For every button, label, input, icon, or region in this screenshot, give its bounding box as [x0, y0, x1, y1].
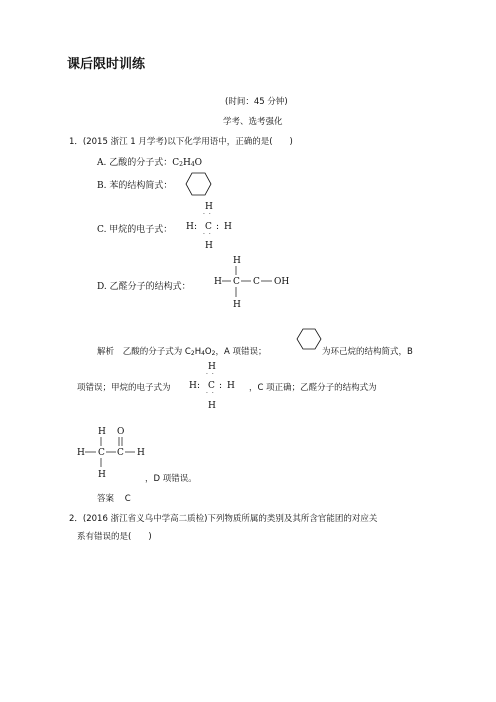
question-stem: (2015 浙江 1 月学考)以下化学用语中，正确的是( )	[82, 137, 293, 147]
svg-text:H: H	[208, 401, 216, 411]
question-2	[69, 512, 377, 524]
analysis-line-2-end: ，C 项正确；乙醛分子的结构式为	[249, 383, 377, 393]
question-number: 2．	[69, 514, 83, 524]
question-stem: (2016 浙江省义乌中学高二质检)下列物质所属的类别及其所含官能团的对应关	[82, 514, 378, 524]
atom-h-top: H	[205, 202, 213, 212]
time-note: (时间：45 分钟)	[225, 97, 288, 107]
answer	[97, 492, 131, 504]
svg-text:H: H	[137, 448, 145, 458]
option-c-label: C. 甲烷的电子式：	[97, 225, 173, 235]
option-a-formula: $C_2H_4O$	[172, 158, 203, 168]
benzene-hexagon-icon	[186, 172, 212, 196]
svg-text:C: C	[117, 448, 124, 458]
methane-electron-formula-analysis	[189, 360, 245, 412]
svg-text:· ·: · ·	[206, 390, 215, 397]
svg-text:C: C	[98, 448, 105, 458]
question-number: 1．	[69, 137, 83, 147]
svg-text:H: H	[233, 256, 241, 266]
atom-h-left: H	[186, 222, 194, 232]
svg-text:· ·: · ·	[206, 371, 215, 378]
svg-text:H: H	[208, 362, 216, 372]
svg-text::: :	[219, 381, 223, 391]
section-title: 学考、选考强化	[223, 117, 283, 127]
svg-text::: :	[194, 222, 198, 232]
svg-text:H: H	[98, 427, 106, 437]
svg-text::: :	[216, 222, 220, 232]
question-1	[69, 135, 293, 147]
svg-text:H: H	[233, 300, 241, 310]
svg-text:C: C	[208, 381, 215, 391]
option-a	[97, 155, 202, 168]
option-d-structure	[214, 255, 294, 311]
atom-h-bottom: H	[205, 241, 213, 251]
cyclohexane-hexagon-icon	[297, 328, 321, 350]
svg-text:H: H	[98, 470, 106, 480]
methane-electron-formula	[186, 200, 246, 252]
atom-h-right: H	[224, 222, 232, 232]
svg-text:H: H	[227, 381, 235, 391]
svg-text:H: H	[77, 448, 85, 458]
analysis-line-3: ，D 项错误。	[145, 474, 197, 484]
option-a-label: A. 乙酸的分子式：	[97, 158, 173, 168]
svg-text:H: H	[214, 277, 222, 287]
analysis-line-2: 项错误；甲烷的电子式为	[77, 383, 171, 393]
answer-value: C	[124, 494, 131, 504]
svg-text::: :	[197, 381, 201, 391]
option-d-label: D. 乙醛分子的结构式：	[97, 282, 191, 292]
analysis-line-1-end: 为环己烷的结构简式，B	[322, 347, 413, 357]
svg-text:C: C	[253, 277, 260, 287]
answer-label: 答案	[97, 494, 115, 504]
svg-text:· ·: · ·	[203, 211, 212, 218]
analysis-line-1: 解析 乙酸的分子式为 $C_2H_4O_2$，A 项错误；	[97, 347, 267, 357]
analysis-lead: 解析	[97, 347, 115, 357]
option-b-label: B. 苯的结构简式：	[97, 181, 173, 191]
svg-text:· ·: · ·	[203, 231, 212, 238]
svg-text:O: O	[117, 427, 125, 437]
atom-c: C	[205, 222, 212, 232]
svg-text:H: H	[189, 381, 197, 391]
question-2-line-2: 系有错误的是( )	[77, 532, 152, 542]
page-title: 课后限时训练	[67, 57, 146, 72]
svg-text:C: C	[233, 277, 240, 287]
svg-text:OH: OH	[274, 277, 290, 287]
